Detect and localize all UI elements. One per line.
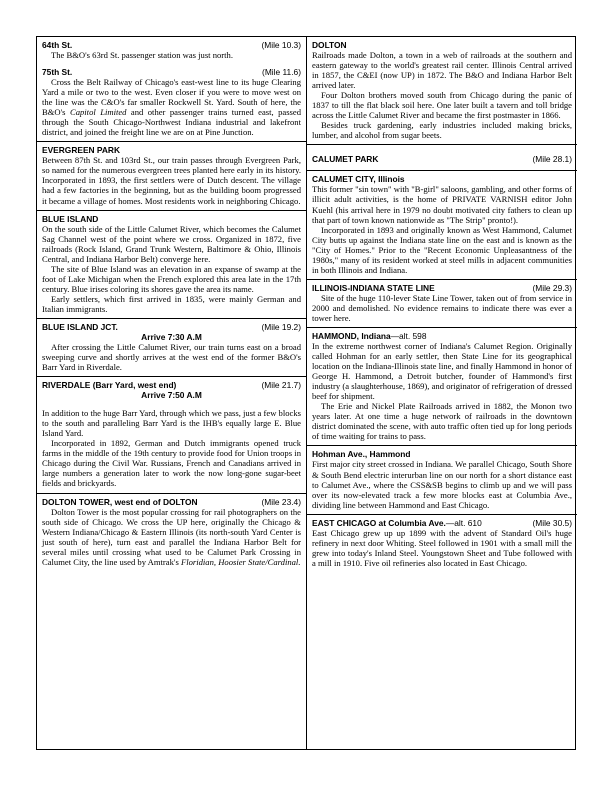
entry-header <box>42 214 301 224</box>
entry-title: DOLTON <box>312 40 347 50</box>
entry-text: East Chicago grew up up 1899 with the advent of Standard Oil's huge refinery in next door Whiting. Steel followed in 1901 with a small mill the grew into today's Inland Steel. Youngstown Sheet and Tube followed with a mill in 1910. Five oil refineries also located in East Chicago. <box>312 527 572 568</box>
mile-marker: (Mile 30.5) <box>532 517 572 528</box>
entry-text: The Erie and Nickel Plate Railroads arrived in 1882, the Monon two years later. At one time a huge network of railroads in the downtown district dominated the scene, with auto traffic often tied up for long periods of time waiting for trains to pass. <box>312 401 572 442</box>
entry-title: CALUMET CITY, Illinois <box>312 174 405 185</box>
arrival-time: Arrive 7:30 A.M <box>141 331 202 342</box>
section-dolton-tower <box>37 494 306 571</box>
entry-text: Incorporated in 1892, German and Dutch immigrants opened truck farms in the middle of the 19th century to provide food for Union troops in Chicago during the Civil War. Russians, French and Canadians arrived in large numbers a generation later to work the now long-gone sugar-beet fields and brickyards. <box>42 438 301 489</box>
entry-text: Four Dolton brothers moved south from Chicago during the panic of 1837 to till the flat black soil here. One later built a tavern and toll bridge across the Little Calumet River and became the first postmaster in 1866. <box>312 90 572 121</box>
mile-marker: (Mile 29.3) <box>532 282 572 293</box>
section-blue-island-jct <box>37 319 306 377</box>
section-hammond <box>307 328 577 446</box>
mile-marker: (Mile 21.7) <box>261 380 301 391</box>
section-blue-island <box>37 211 306 319</box>
entry-text: Early settlers, which first arrived in 1835, were mainly German and Italian immigrants. <box>42 293 301 314</box>
entry-text: In addition to the huge Barr Yard, through which we pass, just a few blocks to the south and paralleling Barr Yard is the IHB's equally large E. Blue Island Yard. <box>42 408 301 439</box>
entry-header <box>312 331 572 341</box>
entry-text <box>42 77 301 137</box>
entry-text: On the south side of the Little Calumet River, which becomes the Calumet Sag Channel west of the point where we cross. Organized in 1872, five railroads (Rock Island, Grand Trunk Western, Baltimore & Ohio, Illinois Central, and Indiana Harbor Belt) converge here. <box>42 223 301 264</box>
entry-text: The B&O's 63rd St. passenger station was just north. <box>51 50 234 60</box>
train-name: Capitol Limited <box>69 107 127 118</box>
entry-text: After crossing the Little Calumet River, our train turns east on a broad sweeping curve and shortly arrives at the west end of the former B&O's Barr Yard in Riverdale. <box>42 341 301 373</box>
entry-title: EAST CHICAGO at Columbia Ave. <box>312 517 446 528</box>
entry-text: Site of the huge 110-lever State Line Tower, taken out of from service in 2000 and demolished. No evidence remains to indicate there was ever a tower here. <box>312 292 572 323</box>
entry-title: DOLTON TOWER, west end of DOLTON <box>42 496 198 507</box>
mile-marker: (Mile 10.3) <box>261 40 301 50</box>
right-column <box>307 37 577 749</box>
altitude: —alt. 610 <box>445 517 482 528</box>
text-run: Dolton Tower is the most popular crossing for rail photographers on the south side of Chicago. We cross the UP here, originally the Chicago & Western Indiana/Chicago & Eastern Illinois (its north-south Yard Center is just south of here), turn east and parallel the Indiana Harbor Belt for several miles until crossing what used to be Calumet Park Crossing in Calumet City, the line used by Amtrak's <box>42 506 301 567</box>
train-names: Floridian, Hoosier State/Cardinal. <box>180 556 301 567</box>
section-east-chicago <box>307 515 577 572</box>
text-run: Cross the Belt Railway of Chicago's east-west line to its huge Clearing Yard a mile or two to the west. Even closer if you were to move west on the line was the C&O's far smaller Rockwell St. Yard. South of here, the B&O's <box>42 77 301 118</box>
entry-title-group <box>312 518 482 528</box>
entry-title: 64th St. <box>42 40 73 50</box>
section-calumet-city <box>307 171 577 279</box>
entry-text: First major city street crossed in Indiana. We parallel Chicago, South Shore & South Bend electric interurban line on our north for a short distance east to Calumet Ave., where the CSS&SB begins to climb up and we will pass over its now-elevated track a few more blocks east at Columbia Ave., dividing line between Hammond and East Chicago. <box>312 459 572 510</box>
mile-marker: (Mile 23.4) <box>261 496 301 507</box>
entry-text: The site of Blue Island was an elevation in an expanse of swamp at the foot of Lake Michigan when the French explored this area late in the 17th century. Blue irises coloring its shores gave the area its name. <box>42 263 301 294</box>
entry-header <box>42 497 301 507</box>
mile-marker: (Mile 19.2) <box>261 321 301 332</box>
entry-title: RIVERDALE (Barr Yard, west end) <box>42 380 177 391</box>
section-evergreen-park <box>37 142 306 210</box>
entry-title: BLUE ISLAND JCT. <box>42 321 118 332</box>
entry-title-group <box>312 331 427 341</box>
section-64th-75th <box>37 37 306 142</box>
entry-header <box>42 67 301 77</box>
altitude: —alt. 598 <box>390 330 427 341</box>
entry-header <box>42 40 301 50</box>
entry-header <box>312 174 572 184</box>
text-run: and other passenger trains turned east, passed through the South Chicago-Northwest Indiana industrial and lakefront district, and joined the freight line we are on at Pine Junction. <box>42 107 301 138</box>
entry-header <box>312 518 572 528</box>
entry-text: In the extreme northwest corner of Indiana's Calumet Region. Originally called Hohman for an early settler, then State Line for its geographical location on the Indiana-Illinois state line, and finally Hammond in honor of George H. Hammond, a Detroit butcher, founder of Hammond's first industry (a slaughterhouse, 1869), and originator of refrigeration of dressed beef for shipment. <box>312 340 572 402</box>
entry-title: CALUMET PARK <box>312 154 379 165</box>
entry-title: ILLINOIS-INDIANA STATE LINE <box>312 282 435 293</box>
page <box>36 36 576 750</box>
section-riverdale <box>37 377 306 493</box>
entry-header <box>312 154 572 164</box>
section-state-line <box>307 280 577 328</box>
entry-text: Incorporated in 1893 and originally known as West Hammond, Calumet City butts up against the Indiana state line on the east and is known as the "City of Homes." Prior to the "Recent Economic Unpleasantness of the 1980s," many of its resident worked at steel mills in adjacent communities in both Illinois and Indiana. <box>312 224 572 275</box>
entry-title: Hohman Ave., Hammond <box>312 449 411 460</box>
entry-title: BLUE ISLAND <box>42 213 99 224</box>
entry-title: HAMMOND, Indiana <box>312 330 391 341</box>
entry-text: Between 87th St. and 103rd St., our train passes through Evergreen Park, so named for the numerous evergreen trees planted here early in its history. Incorporated in 1893, the first settlers were of Dutch descent. The village had a few factories in the beginning, but as the building boom progressed it became a village of homes. Most residents work in neighboring Chicago. <box>42 155 301 206</box>
entry-text <box>42 507 301 567</box>
section-dolton <box>307 37 577 145</box>
entry-title: 75th St. <box>42 67 73 78</box>
section-calumet-park <box>307 145 577 171</box>
entry-header <box>312 40 572 50</box>
entry-text: Railroads made Dolton, a town in a web of railroads at the southern and eastern gateway to the world's greatest rail center. Illinois Central arrived in 1857, the C&EI (now UP) in 1872. The B&O and Indiana Harbor Belt arrived later. <box>312 50 572 91</box>
arrival-time: Arrive 7:50 A.M <box>141 390 202 401</box>
entry-title: EVERGREEN PARK <box>42 145 121 156</box>
left-column <box>37 37 307 749</box>
mile-marker: (Mile 11.6) <box>262 67 301 78</box>
entry-text: Besides truck gardening, early industries included making bricks, lumber, and alcohol from sugar beets. <box>312 120 572 141</box>
entry-header <box>42 380 301 390</box>
entry-header <box>312 449 572 459</box>
entry-header <box>42 145 301 155</box>
section-hohman-ave <box>307 446 577 514</box>
entry-header <box>42 322 301 332</box>
entry-text: This former "sin town" with "B-girl" saloons, gambling, and other forms of illicit adult activities, is the home of PRIVATE VARNISH editor John Kuehl (his arrival here in 1979 no doubt motivated city fathers to clean up that part of town known nationwide as "The Strip" pronto!). <box>312 184 572 225</box>
mile-marker: (Mile 28.1) <box>532 154 572 165</box>
entry-header <box>312 283 572 293</box>
